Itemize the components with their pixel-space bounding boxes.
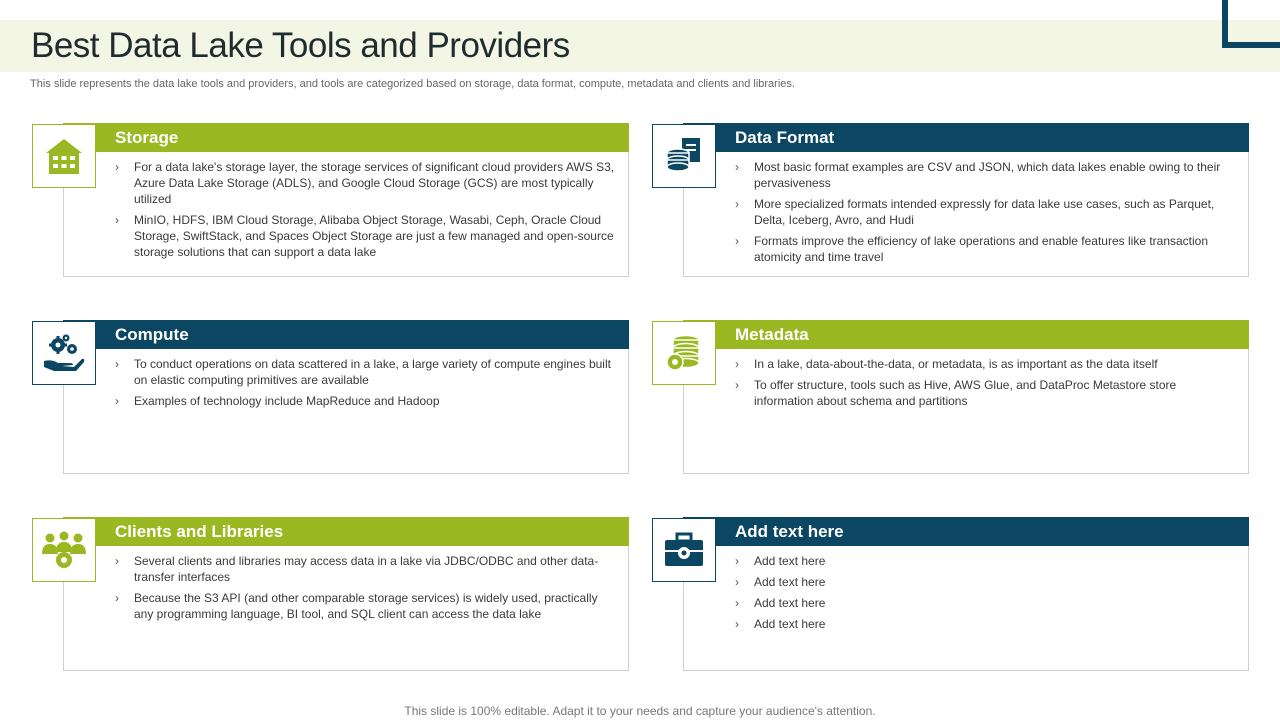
- card-title: Add text here: [683, 517, 1249, 546]
- card-add-text: [652, 517, 1218, 671]
- card-data-format: [652, 123, 1221, 277]
- list-item: › Because the S3 API (and other comparable storage services) is widely used, practically any programming language, BI tool, and SQL client can access the data lake: [115, 590, 615, 622]
- list-item: › Formats improve the efficiency of lake operations and enable features like transaction atomicity and time travel: [735, 233, 1235, 265]
- card-title: Storage: [63, 123, 629, 152]
- card-bullets: [115, 159, 615, 265]
- list-item: › To offer structure, tools such as Hive, AWS Glue, and DataProc Metastore store information about schema and partitions: [735, 377, 1235, 409]
- list-item: › Several clients and libraries may access data in a lake via JDBC/ODBC and other data-transfer interfaces: [115, 553, 615, 585]
- list-item: › Add text here: [735, 595, 1235, 611]
- list-item: › Add text here: [735, 574, 1235, 590]
- card-title: Metadata: [683, 320, 1249, 349]
- footer-note: This slide is 100% editable. Adapt it to your needs and capture your audience's attention.: [404, 704, 876, 718]
- card-bullets: [735, 159, 1235, 270]
- corner-accent: [1222, 0, 1280, 48]
- page-title: Best Data Lake Tools and Providers: [31, 26, 570, 65]
- people-gear-icon: [32, 518, 96, 582]
- card-title: Clients and Libraries: [63, 517, 629, 546]
- list-item: › To conduct operations on data scattered in a lake, a large variety of compute engines built on elastic computing primitives are available: [115, 356, 615, 388]
- gears-hand-icon: [32, 321, 96, 385]
- card-bullets: [115, 356, 615, 414]
- building-icon: [32, 124, 96, 188]
- card-metadata: [652, 320, 1218, 474]
- list-item: › MinIO, HDFS, IBM Cloud Storage, Alibaba Object Storage, Wasabi, Ceph, Oracle Cloud Storage, SwiftStack, and Spaces Object Storage are just a few managed and open-source storage solutions that can support a data lake: [115, 212, 615, 260]
- card-bullets: [115, 553, 615, 627]
- list-item: › Examples of technology include MapReduce and Hadoop: [115, 393, 615, 409]
- card-storage: [32, 123, 615, 277]
- card-clients-libraries: [32, 517, 598, 671]
- database-gear-icon: [652, 321, 716, 385]
- list-item: › More specialized formats intended expressly for data lake use cases, such as Parquet, Delta, Iceberg, Avro, and Hudi: [735, 196, 1235, 228]
- card-bullets: [735, 553, 1235, 637]
- card-compute: [32, 320, 611, 474]
- list-item: › For a data lake's storage layer, the storage services of significant cloud providers AWS S3, Azure Data Lake Storage (ADLS), and Google Cloud Storage (GCS) are most typically utilized: [115, 159, 615, 207]
- card-bullets: [735, 356, 1235, 414]
- card-title: Data Format: [683, 123, 1249, 152]
- database-file-icon: [652, 124, 716, 188]
- list-item: › Add text here: [735, 616, 1235, 632]
- list-item: › Add text here: [735, 553, 1235, 569]
- list-item: › In a lake, data-about-the-data, or metadata, is as important as the data itself: [735, 356, 1235, 372]
- card-title: Compute: [63, 320, 629, 349]
- subtitle: This slide represents the data lake tools and providers, and tools are categorized based on storage, data format, compute, metadata and clients and libraries.: [30, 78, 795, 90]
- toolbox-gear-icon: [652, 518, 716, 582]
- list-item: › Most basic format examples are CSV and JSON, which data lakes enable owing to their pervasiveness: [735, 159, 1235, 191]
